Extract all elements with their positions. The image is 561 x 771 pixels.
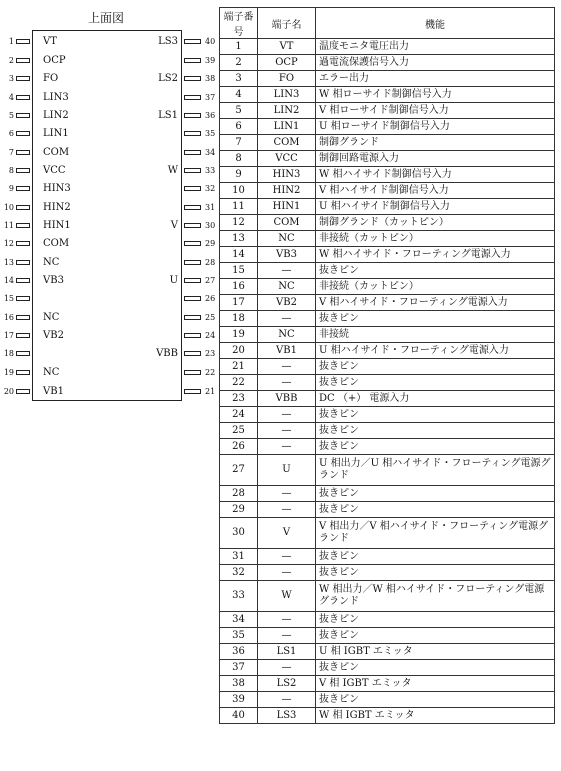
function-cell: 抜きピン <box>316 311 555 327</box>
pin-number-cell: 5 <box>220 103 258 119</box>
pin-number: 39 <box>205 56 216 65</box>
pin-number: 11 <box>3 221 14 230</box>
table-row <box>220 39 555 55</box>
table-row <box>220 486 555 502</box>
pin-number: 33 <box>205 166 216 175</box>
pin-name: LS2 <box>158 73 178 84</box>
pin-number: 17 <box>3 331 14 340</box>
pin-number-cell: 18 <box>220 311 258 327</box>
function-cell: 抜きピン <box>316 486 555 502</box>
table-row <box>220 407 555 423</box>
pin-name-cell: VB1 <box>258 343 316 359</box>
pin-right-12 <box>0 238 220 250</box>
table-row <box>220 676 555 692</box>
pin-name-cell: — <box>258 439 316 455</box>
function-cell: V 相 IGBT エミッタ <box>316 676 555 692</box>
pin-number: 36 <box>205 111 216 120</box>
pin-number: 38 <box>205 74 216 83</box>
pin-lead <box>184 58 201 63</box>
pin-name-cell: VB3 <box>258 247 316 263</box>
pin-number-cell: 22 <box>220 375 258 391</box>
pin-number: 7 <box>8 148 14 157</box>
function-cell: V 相ローサイド制御信号入力 <box>316 103 555 119</box>
table-row <box>220 628 555 644</box>
pin-right-16 <box>0 312 220 324</box>
pin-number-cell: 8 <box>220 151 258 167</box>
function-cell: 抜きピン <box>316 502 555 518</box>
pin-number: 35 <box>205 129 216 138</box>
pin-lead <box>184 205 201 210</box>
pin-lead <box>184 389 201 394</box>
pin-number: 4 <box>8 93 14 102</box>
pin-name-cell: LS2 <box>258 676 316 692</box>
table-row <box>220 343 555 359</box>
pin-number: 22 <box>205 368 216 377</box>
pin-name-cell: — <box>258 612 316 628</box>
pin-right-15 <box>0 293 220 305</box>
function-cell: 制御グランド（カットピン） <box>316 215 555 231</box>
pin-number-cell: 30 <box>220 518 258 549</box>
table-row <box>220 644 555 660</box>
pin-number: 1 <box>8 37 14 46</box>
pin-name-cell: VB2 <box>258 295 316 311</box>
pin-lead <box>184 278 201 283</box>
function-cell: 抜きピン <box>316 423 555 439</box>
header-pin-name: 端子名 <box>258 8 316 39</box>
pin-right-2 <box>0 55 220 67</box>
table-row <box>220 375 555 391</box>
function-cell: 抜きピン <box>316 359 555 375</box>
pin-right-17 <box>0 330 220 342</box>
table-row <box>220 708 555 724</box>
pin-number: 27 <box>205 276 216 285</box>
function-cell: 抜きピン <box>316 628 555 644</box>
pin-lead <box>184 370 201 375</box>
pin-right-11 <box>0 220 220 232</box>
pin-right-18 <box>0 348 220 360</box>
pin-name: VB1 <box>43 386 64 397</box>
pin-number: 3 <box>8 74 14 83</box>
pin-number-cell: 7 <box>220 135 258 151</box>
pin-number-cell: 40 <box>220 708 258 724</box>
pin-number-cell: 37 <box>220 660 258 676</box>
pin-name-cell: NC <box>258 327 316 343</box>
table-row <box>220 455 555 486</box>
pin-number: 9 <box>8 184 14 193</box>
pin-name: V <box>170 220 178 231</box>
pin-number: 30 <box>205 221 216 230</box>
pin-name-cell: LIN2 <box>258 103 316 119</box>
pin-right-9 <box>0 183 220 195</box>
pin-right-1 <box>0 36 220 48</box>
pin-name-cell: — <box>258 502 316 518</box>
header-function: 機能 <box>316 8 555 39</box>
pin-name: VBB <box>156 348 178 359</box>
pin-name: OCP <box>43 55 66 66</box>
function-cell: U 相ローサイド制御信号入力 <box>316 119 555 135</box>
pin-name-cell: — <box>258 565 316 581</box>
pin-name: COM <box>43 147 70 158</box>
pin-right-3 <box>0 73 220 85</box>
pin-right-7 <box>0 147 220 159</box>
table-row <box>220 660 555 676</box>
table-row <box>220 263 555 279</box>
table-row <box>220 135 555 151</box>
table-row <box>220 359 555 375</box>
pin-name: LS1 <box>158 110 178 121</box>
function-cell: 非接続（カットピン） <box>316 279 555 295</box>
function-cell: 抜きピン <box>316 692 555 708</box>
pin-number: 12 <box>3 239 14 248</box>
table-row <box>220 87 555 103</box>
pin-name-cell: W <box>258 581 316 612</box>
table-row <box>220 311 555 327</box>
pin-name-cell: — <box>258 423 316 439</box>
table-row <box>220 692 555 708</box>
pin-name-cell: — <box>258 660 316 676</box>
pin-lead <box>184 223 201 228</box>
pin-lead <box>184 351 201 356</box>
pin-number: 29 <box>205 239 216 248</box>
pin-number: 34 <box>205 148 216 157</box>
pin-number: 13 <box>3 258 14 267</box>
pin-right-8 <box>0 165 220 177</box>
function-cell: 抜きピン <box>316 549 555 565</box>
pin-lead <box>184 168 201 173</box>
pin-number: 8 <box>8 166 14 175</box>
pin-name-cell: LS1 <box>258 644 316 660</box>
pin-lead <box>184 260 201 265</box>
function-cell: V 相出力／V 相ハイサイド・フローティング電源グランド <box>316 518 555 549</box>
pin-name-cell: — <box>258 486 316 502</box>
pin-number-cell: 3 <box>220 71 258 87</box>
pin-number: 37 <box>205 93 216 102</box>
table-row <box>220 439 555 455</box>
pin-name-cell: — <box>258 549 316 565</box>
function-cell: 非接続 <box>316 327 555 343</box>
pin-name-cell: NC <box>258 279 316 295</box>
pin-lead <box>184 150 201 155</box>
pin-name-cell: — <box>258 628 316 644</box>
pin-number: 21 <box>205 387 216 396</box>
pin-right-19 <box>0 367 220 379</box>
pin-name-cell: — <box>258 407 316 423</box>
pin-right-4 <box>0 92 220 104</box>
table-row <box>220 103 555 119</box>
pin-name-cell: COM <box>258 215 316 231</box>
pin-name: VB3 <box>43 275 64 286</box>
function-cell: 過電流保護信号入力 <box>316 55 555 71</box>
pin-name: VT <box>43 36 57 47</box>
pin-lead <box>184 76 201 81</box>
function-cell: W 相ハイサイド制御信号入力 <box>316 167 555 183</box>
pin-number-cell: 36 <box>220 644 258 660</box>
pin-name: HIN1 <box>43 220 71 231</box>
header-pin-number: 端子番号 <box>220 8 258 39</box>
table-row <box>220 327 555 343</box>
pin-name: U <box>169 275 178 286</box>
table-row <box>220 549 555 565</box>
pin-name: VCC <box>43 165 66 176</box>
pin-number-cell: 15 <box>220 263 258 279</box>
table-row <box>220 55 555 71</box>
pin-name-cell: — <box>258 375 316 391</box>
pin-number-cell: 12 <box>220 215 258 231</box>
function-cell: 抜きピン <box>316 612 555 628</box>
table-row <box>220 71 555 87</box>
pin-lead <box>184 315 201 320</box>
table-row <box>220 295 555 311</box>
ic-package-outline <box>32 30 182 401</box>
pin-name-cell: — <box>258 359 316 375</box>
table-row <box>220 518 555 549</box>
pin-lead <box>184 241 201 246</box>
function-cell: DC （+） 電源入力 <box>316 391 555 407</box>
pin-name: HIN3 <box>43 183 71 194</box>
pin-name-cell: COM <box>258 135 316 151</box>
function-cell: U 相ハイサイド制御信号入力 <box>316 199 555 215</box>
function-cell: 抜きピン <box>316 565 555 581</box>
pin-number: 16 <box>3 313 14 322</box>
pin-name: NC <box>43 367 60 378</box>
pin-name-cell: — <box>258 692 316 708</box>
pin-number: 5 <box>8 111 14 120</box>
pin-lead <box>184 186 201 191</box>
pin-number: 19 <box>3 368 14 377</box>
pin-number-cell: 13 <box>220 231 258 247</box>
pin-name-cell: LIN3 <box>258 87 316 103</box>
pin-lead <box>184 296 201 301</box>
function-cell: 非接続（カットピン） <box>316 231 555 247</box>
pin-name-cell: V <box>258 518 316 549</box>
pin-number-cell: 4 <box>220 87 258 103</box>
pin-number-cell: 31 <box>220 549 258 565</box>
pin-right-6 <box>0 128 220 140</box>
pin-number: 20 <box>3 387 14 396</box>
pin-number-cell: 6 <box>220 119 258 135</box>
pin-number-cell: 24 <box>220 407 258 423</box>
table-row <box>220 502 555 518</box>
pin-number-cell: 21 <box>220 359 258 375</box>
function-cell: 抜きピン <box>316 407 555 423</box>
table-row <box>220 247 555 263</box>
pin-name-cell: HIN3 <box>258 167 316 183</box>
pin-name: LIN2 <box>43 110 69 121</box>
pin-name: FO <box>43 73 59 84</box>
pin-name-cell: HIN1 <box>258 199 316 215</box>
pin-name-cell: NC <box>258 231 316 247</box>
pin-number-cell: 2 <box>220 55 258 71</box>
pin-name-cell: VCC <box>258 151 316 167</box>
pin-number-cell: 10 <box>220 183 258 199</box>
function-cell: 抜きピン <box>316 263 555 279</box>
pin-right-10 <box>0 202 220 214</box>
top-view-title: 上面図 <box>88 11 125 25</box>
pin-number: 23 <box>205 349 216 358</box>
pin-name-cell: VT <box>258 39 316 55</box>
pin-name: NC <box>43 257 60 268</box>
function-cell: 温度モニタ電圧出力 <box>316 39 555 55</box>
table-row <box>220 423 555 439</box>
function-cell: W 相ローサイド制御信号入力 <box>316 87 555 103</box>
function-cell: 抜きピン <box>316 439 555 455</box>
table-header-row <box>220 8 555 39</box>
pin-lead <box>184 113 201 118</box>
pin-name: LIN1 <box>43 128 69 139</box>
function-cell: U 相出力／U 相ハイサイド・フローティング電源グランド <box>316 455 555 486</box>
pin-number-cell: 1 <box>220 39 258 55</box>
pin-number-cell: 11 <box>220 199 258 215</box>
pin-number-cell: 26 <box>220 439 258 455</box>
pin-name: LIN3 <box>43 92 69 103</box>
function-cell: W 相 IGBT エミッタ <box>316 708 555 724</box>
package-top-view <box>0 0 220 410</box>
pin-number-cell: 19 <box>220 327 258 343</box>
table-row <box>220 167 555 183</box>
pin-number: 26 <box>205 294 216 303</box>
pin-name: VB2 <box>43 330 64 341</box>
function-cell: U 相ハイサイド・フローティング電源入力 <box>316 343 555 359</box>
pin-right-13 <box>0 257 220 269</box>
table-row <box>220 231 555 247</box>
pin-name: W <box>167 165 178 176</box>
pin-number: 32 <box>205 184 216 193</box>
table-row <box>220 151 555 167</box>
function-cell: 抜きピン <box>316 660 555 676</box>
pin-number: 2 <box>8 56 14 65</box>
table-row <box>220 199 555 215</box>
pin-name-cell: LS3 <box>258 708 316 724</box>
pin-name-cell: LIN1 <box>258 119 316 135</box>
pin-number-cell: 33 <box>220 581 258 612</box>
pin-number: 18 <box>3 349 14 358</box>
pin-name: COM <box>43 238 70 249</box>
pin-number: 40 <box>205 37 216 46</box>
pin-number: 6 <box>8 129 14 138</box>
function-cell: 制御回路電源入力 <box>316 151 555 167</box>
pin-number-cell: 9 <box>220 167 258 183</box>
pin-number-cell: 38 <box>220 676 258 692</box>
pin-name-cell: — <box>258 311 316 327</box>
pin-number: 10 <box>3 203 14 212</box>
pin-lead <box>184 95 201 100</box>
pin-lead <box>184 333 201 338</box>
pin-number: 25 <box>205 313 216 322</box>
pin-name-cell: FO <box>258 71 316 87</box>
table-row <box>220 612 555 628</box>
function-cell: U 相 IGBT エミッタ <box>316 644 555 660</box>
pin-name-cell: OCP <box>258 55 316 71</box>
pin-number: 15 <box>3 294 14 303</box>
pin-right-14 <box>0 275 220 287</box>
pin-name: LS3 <box>158 36 178 47</box>
pin-name: HIN2 <box>43 202 71 213</box>
function-cell: 制御グランド <box>316 135 555 151</box>
pin-number: 31 <box>205 203 216 212</box>
pin-number-cell: 17 <box>220 295 258 311</box>
table-row <box>220 565 555 581</box>
pin-lead <box>184 131 201 136</box>
pin-name-cell: — <box>258 263 316 279</box>
pin-number-cell: 32 <box>220 565 258 581</box>
table-row <box>220 581 555 612</box>
table-row <box>220 391 555 407</box>
pin-number-cell: 27 <box>220 455 258 486</box>
table-row <box>220 119 555 135</box>
table-row <box>220 215 555 231</box>
pin-number-cell: 20 <box>220 343 258 359</box>
pin-name-cell: VBB <box>258 391 316 407</box>
pin-right-20 <box>0 386 220 398</box>
pin-number-cell: 34 <box>220 612 258 628</box>
pin-number-cell: 29 <box>220 502 258 518</box>
pin-number-cell: 14 <box>220 247 258 263</box>
table-row <box>220 279 555 295</box>
pin-number: 14 <box>3 276 14 285</box>
pin-number: 28 <box>205 258 216 267</box>
pin-function-table <box>219 7 555 724</box>
pin-number-cell: 39 <box>220 692 258 708</box>
pin-number-cell: 16 <box>220 279 258 295</box>
pin-right-5 <box>0 110 220 122</box>
function-cell: W 相ハイサイド・フローティング電源入力 <box>316 247 555 263</box>
function-cell: 抜きピン <box>316 375 555 391</box>
function-cell: V 相ハイサイド・フローティング電源入力 <box>316 295 555 311</box>
pin-number-cell: 28 <box>220 486 258 502</box>
function-cell: エラー出力 <box>316 71 555 87</box>
pin-number-cell: 35 <box>220 628 258 644</box>
pin-number: 24 <box>205 331 216 340</box>
pin-name-cell: U <box>258 455 316 486</box>
pin-number-cell: 23 <box>220 391 258 407</box>
pin-lead <box>184 39 201 44</box>
pin-name-cell: HIN2 <box>258 183 316 199</box>
function-cell: V 相ハイサイド制御信号入力 <box>316 183 555 199</box>
pin-name: NC <box>43 312 60 323</box>
function-cell: W 相出力／W 相ハイサイド・フローティング電源グランド <box>316 581 555 612</box>
pin-number-cell: 25 <box>220 423 258 439</box>
table-row <box>220 183 555 199</box>
